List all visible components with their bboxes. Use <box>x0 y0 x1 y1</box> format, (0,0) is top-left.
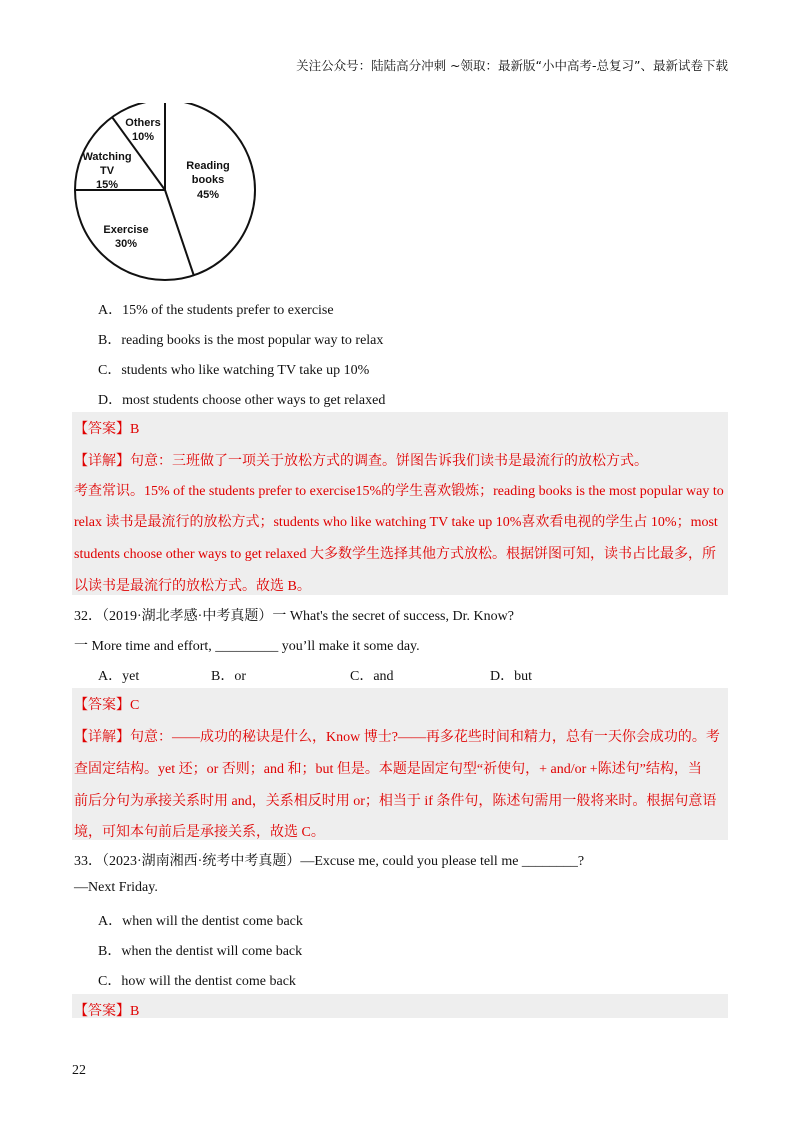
q32-option-a: A．yet <box>98 669 140 684</box>
q31-explanation-line-5: 以读书是最流行的放松方式。故选 B。 <box>74 579 311 594</box>
slice-label-tv-line2: TV <box>99 165 115 177</box>
q33-option-c: C．how will the dentist come back <box>98 974 296 989</box>
q33-option-a: A．when will the dentist come back <box>98 914 303 929</box>
page-header: 关注公众号：陆陆高分冲刺 ~领取：最新版“小中高考-总复习”、最新试卷下载 <box>296 58 728 73</box>
q31-option-b: B．reading books is the most popular way to relax <box>98 333 384 348</box>
q31-answer-box <box>72 412 728 595</box>
page-number: 22 <box>72 1063 86 1078</box>
slice-value-exercise: 30% <box>114 238 138 250</box>
q33-answer: 【答案】B <box>74 1004 140 1019</box>
q31-explanation-line-4: students choose other ways to get relaxed 大多数学生选择其他方式放松。根据饼图可知，读书占比最多，所 <box>74 547 716 562</box>
q33-stem-reply: —Next Friday. <box>74 880 158 895</box>
slice-value-tv: 15% <box>95 179 119 191</box>
pie-chart <box>70 103 260 285</box>
q32-stem: 32．（2019·湖北孝感·中考真题）一 What's the secret of success, Dr. Know? <box>74 609 514 624</box>
q32-option-b: B．or <box>211 669 246 684</box>
slice-label-exercise: Exercise <box>103 224 149 236</box>
q33-option-b: B．when the dentist will come back <box>98 944 303 959</box>
slice-value-reading: 45% <box>196 189 220 201</box>
slice-label-reading-line1: Reading <box>186 160 230 172</box>
q32-explanation-line-3: 前后分句为承接关系时用 and，关系相反时用 or；相当于 if 条件句，陈述句需用一般将来时。根据句意语 <box>74 794 717 809</box>
q31-option-c: C．students who like watching TV take up 10% <box>98 363 370 378</box>
pie-chart-svg <box>70 103 260 285</box>
slice-label-others: Others <box>125 117 161 129</box>
q31-explanation-line-2: 考查常识。15% of the students prefer to exercise15%的学生喜欢锻炼；reading books is the most popular way to <box>74 484 724 499</box>
q32-explanation-line-4: 境，可知本句前后是承接关系，故选 C。 <box>74 825 325 840</box>
q32-answer: 【答案】C <box>74 698 140 713</box>
q31-explanation-line-1: 【详解】句意：三班做了一项关于放松方式的调查。饼图告诉我们读书是最流行的放松方式。 <box>74 454 648 469</box>
q32-explanation-line-1: 【详解】句意：——成功的秘诀是什么，Know 博士?——再多花些时间和精力，总有一天你会成功的。考 <box>74 730 720 745</box>
q31-option-a: A．15% of the students prefer to exercise <box>98 303 334 318</box>
q32-explanation-line-2: 查固定结构。yet 还；or 否则；and 和；but 但是。本题是固定句型“祈使句，+ and/or +陈述句”结构，当 <box>74 762 702 777</box>
slice-value-others: 10% <box>131 131 155 143</box>
q31-option-d: D．most students choose other ways to get relaxed <box>98 393 386 408</box>
q32-option-d: D．but <box>490 669 532 684</box>
q33-answer-box <box>72 994 728 1018</box>
pie-divider-reading-exercise <box>165 190 194 276</box>
q33-stem: 33．（2023·湖南湘西·统考中考真题）—Excuse me, could you please tell me ________? <box>74 854 585 869</box>
q32-option-c: C．and <box>350 669 394 684</box>
slice-label-tv-line1: Watching <box>82 151 132 163</box>
q31-answer: 【答案】B <box>74 422 140 437</box>
q32-stem-reply: 一 More time and effort, _________ you’ll make it some day. <box>74 639 420 654</box>
q31-explanation-line-3: relax 读书是最流行的放松方式；students who like watching TV take up 10%喜欢看电视的学生占 10%；most <box>74 515 718 530</box>
slice-label-reading-line2: books <box>191 174 225 186</box>
